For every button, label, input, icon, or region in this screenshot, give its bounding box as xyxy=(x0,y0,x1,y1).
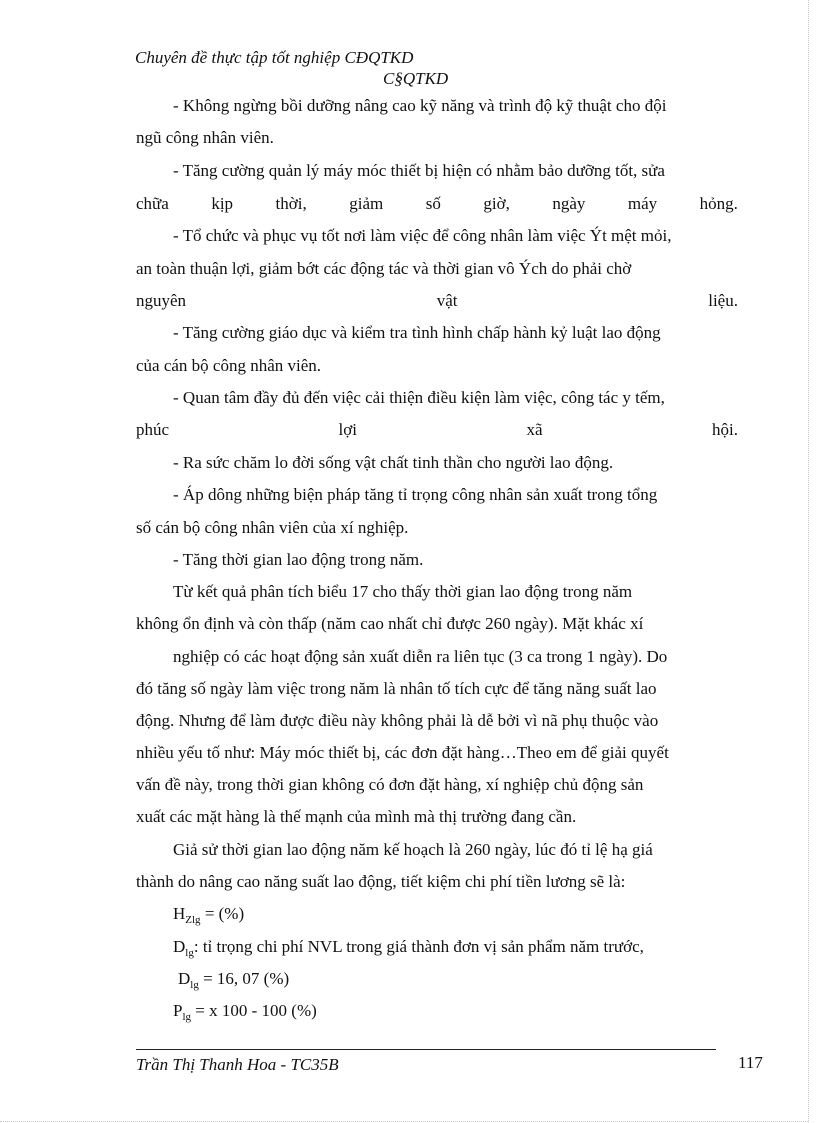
body-line: không ổn định và còn thấp (năm cao nhất chỉ được 260 ngày). Mặt khác xí xyxy=(136,614,644,633)
formula-symbol: H xyxy=(173,904,186,923)
formula-text: = 16, 07 (%) xyxy=(198,969,290,988)
formula-p xyxy=(173,1000,317,1022)
formula-symbol: D xyxy=(173,937,186,956)
body-line: của cán bộ công nhân viên. xyxy=(136,356,322,375)
formula-symbol: P xyxy=(173,1001,183,1020)
justified-line-welfare xyxy=(136,419,738,441)
word: lợi xyxy=(338,420,357,439)
justified-line-materials xyxy=(136,290,738,312)
word: ngày xyxy=(552,194,586,213)
formula-h xyxy=(173,903,244,925)
formula-d-value xyxy=(178,968,289,990)
body-line: an toàn thuận lợi, giảm bớt các động tác và thời gian vô Ých do phải chờ xyxy=(136,259,632,278)
formula-text: = x 100 - 100 (%) xyxy=(191,1001,317,1020)
footer-rule xyxy=(136,1049,716,1050)
word: phúc xyxy=(136,420,170,439)
body-line: - Tăng thời gian lao động trong năm. xyxy=(173,550,424,569)
body-line: nghiệp có các hoạt động sản xuất diễn ra liên tục (3 ca trong 1 ngày). Do xyxy=(173,647,668,666)
page-frame-bottom xyxy=(0,1121,808,1122)
body-line: - Không ngừng bồi dưỡng nâng cao kỹ năng và trình độ kỹ thuật cho đội xyxy=(173,96,667,115)
body-line: - Áp dông những biện pháp tăng tỉ trọng công nhân sản xuất trong tổng xyxy=(173,485,658,504)
word: số xyxy=(425,194,441,213)
header-subtitle: C§QTKD xyxy=(383,69,449,88)
page-number: 117 xyxy=(738,1053,763,1072)
word: máy xyxy=(627,194,658,213)
word: liệu. xyxy=(708,291,738,310)
body-line: - Tăng cường giáo dục và kiểm tra tình hình chấp hành kỷ luật lao động xyxy=(173,323,661,342)
body-line: nhiều yếu tố như: Máy móc thiết bị, các đơn đặt hàng…Theo em để giải quyết xyxy=(136,743,669,762)
word: hội. xyxy=(711,420,738,439)
body-line: ngũ công nhân viên. xyxy=(136,128,274,147)
formula-text: = (%) xyxy=(200,904,245,923)
justified-line-repair xyxy=(136,193,738,215)
body-line: thành do nâng cao năng suất lao động, tiết kiệm chi phí tiền lương sẽ là: xyxy=(136,872,626,891)
body-line: Giả sử thời gian lao động năm kế hoạch là 260 ngày, lúc đó tỉ lệ hạ giá xyxy=(173,840,653,859)
header-title: Chuyên đề thực tập tốt nghiệp CĐQTKD xyxy=(135,48,414,67)
body-line: đó tăng số ngày làm việc trong năm là nhân tố tích cực để tăng năng suất lao xyxy=(136,679,657,698)
formula-symbol: D xyxy=(178,969,191,988)
word: thời, xyxy=(275,194,307,213)
page-frame-right xyxy=(808,0,809,1123)
word: kịp xyxy=(211,194,234,213)
footer-author: Trần Thị Thanh Hoa - TC35B xyxy=(136,1055,339,1074)
body-line: số cán bộ công nhân viên của xí nghiệp. xyxy=(136,518,409,537)
formula-d-definition xyxy=(173,936,644,958)
word: chữa xyxy=(136,194,169,213)
word: vật xyxy=(436,291,458,310)
formula-text: : tỉ trọng chi phí NVL trong giá thành đơn vị sản phẩm năm trước, xyxy=(193,937,644,956)
formula-subscript: lg xyxy=(182,1011,192,1023)
body-line: - Tổ chức và phục vụ tốt nơi làm việc để công nhân làm việc Ýt mệt mỏi, xyxy=(173,226,672,245)
body-line: động. Nhưng để làm được điều này không phải là dễ bởi vì nã phụ thuộc vào xyxy=(136,711,659,730)
body-line: vấn đề này, trong thời gian không có đơn đặt hàng, xí nghiệp chủ động sản xyxy=(136,775,644,794)
body-line: - Tăng cường quản lý máy móc thiết bị hiện có nhằm bảo dưỡng tốt, sửa xyxy=(173,161,665,180)
body-line: - Quan tâm đầy đủ đến việc cải thiện điều kiện làm việc, công tác y tếm, xyxy=(173,388,665,407)
word: giảm xyxy=(349,194,384,213)
word: hỏng. xyxy=(699,194,738,213)
word: giờ, xyxy=(483,194,510,213)
body-line: xuất các mặt hàng là thế mạnh của mình mà thị trường đang cần. xyxy=(136,807,577,826)
body-line: - Ra sức chăm lo đời sống vật chất tinh thần cho người lao động. xyxy=(173,453,614,472)
formula-subscript: lg xyxy=(190,979,199,991)
word: xã xyxy=(526,420,543,439)
formula-subscript: lg xyxy=(185,947,194,959)
body-line: Từ kết quả phân tích biểu 17 cho thấy thời gian lao động trong năm xyxy=(173,582,633,601)
formula-subscript: Zlg xyxy=(185,914,201,926)
word: nguyên xyxy=(136,291,187,310)
